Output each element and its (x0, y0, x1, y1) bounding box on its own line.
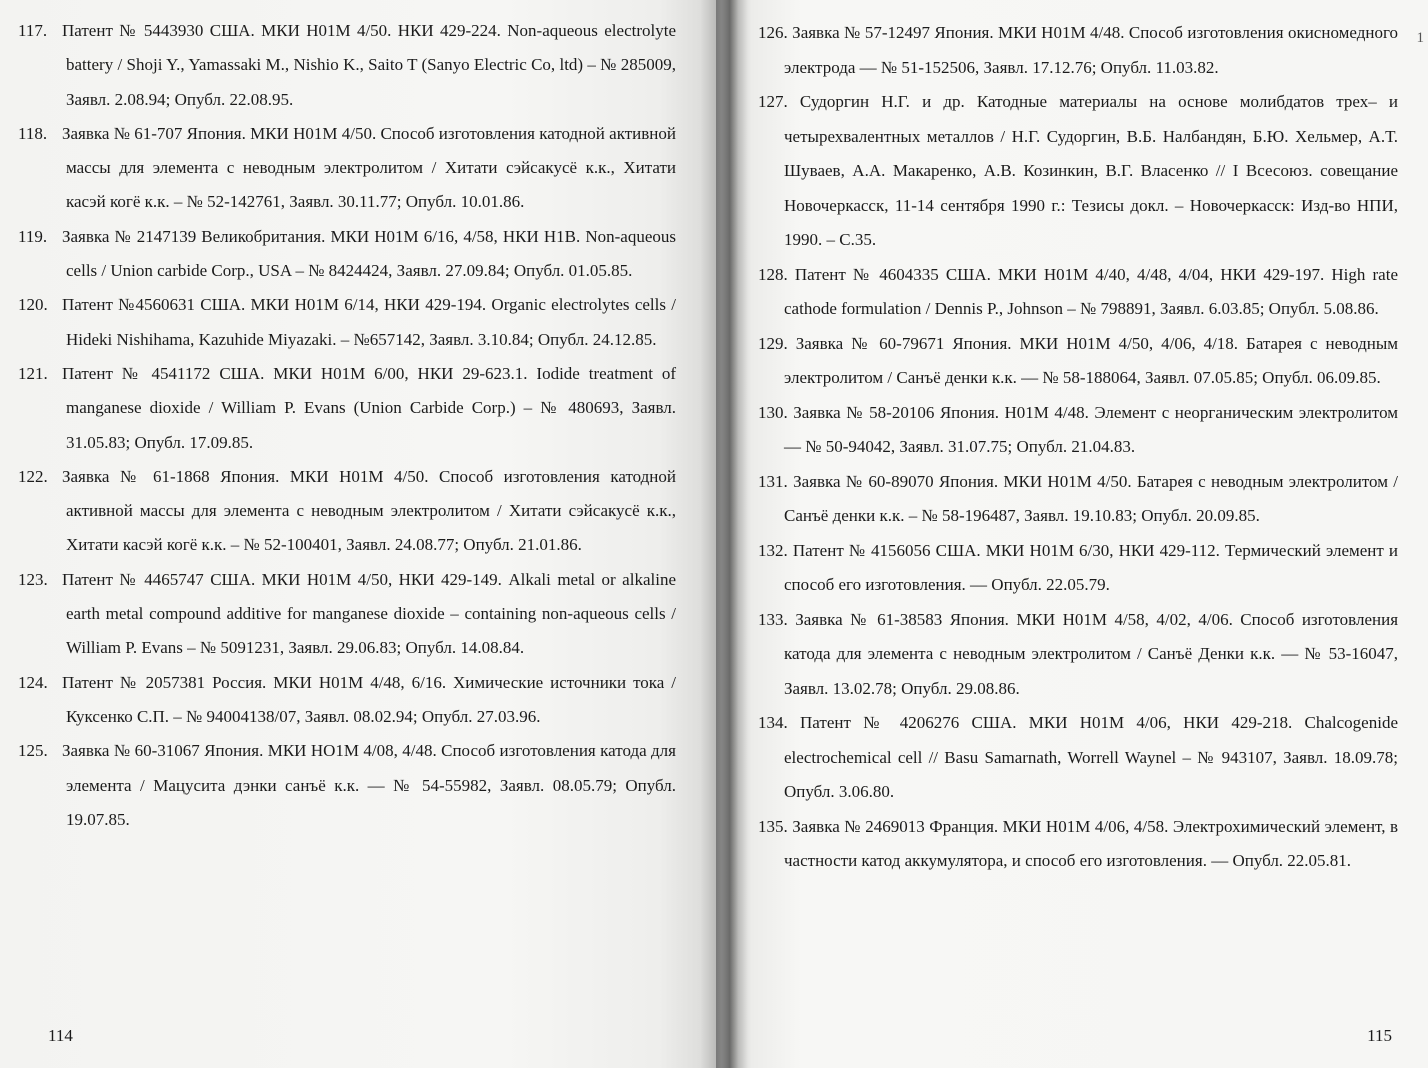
reference-entry (758, 327, 1398, 396)
entry-text: Патент № 4541172 США. МКИ Н01М 6/00, НКИ 29-623.1. Iodide treatment of manganese dioxide / William P. Evans (Union Carbide Corp.) – № 480693, Заявл. 31.05.83; Опубл. 17.09.85. (62, 363, 676, 452)
entry-number: 127. (758, 92, 788, 111)
entry-number: 117. (18, 21, 48, 40)
entry-text: Судоргин Н.Г. и др. Катодные материалы на основе молибдатов трех– и четырехвалентных металлов / Н.Г. Судоргин, В.Б. Налбандян, Б.Ю. Хельмер, А.Т. Шуваев, А.А. Макаренко, А.В. Козинкин, В.Г. Власенко // I Всесоюз. совещание Новочеркасск, 11-14 сентября 1990 г.: Тезисы докл. – Новочеркасск: Изд-во НПИ, 1990. – С.35. (784, 92, 1399, 249)
reference-entry (758, 85, 1398, 258)
edge-mark: 1 (1416, 30, 1424, 46)
entry-text: Заявка № 57-12497 Япония. МКИ Н01М 4/48. Способ изготовления окисномедного электрода — № 51-152506, Заявл. 17.12.76; Опубл. 11.03.82. (784, 23, 1399, 77)
entry-text: Заявка № 61-707 Япония. МКИ Н01М 4/50. Способ изготовления катодной активной массы для элемента с неводным электролитом / Хитати сэйсакусё к.к., Хитати касэй когё к.к. – № 52-142761, Заявл. 30.11.77; Опубл. 10.01.86. (62, 123, 676, 212)
reference-entry (758, 810, 1398, 879)
entry-number: 120. (18, 295, 48, 315)
entry-number: 128. (758, 264, 788, 284)
entry-number: 126. (758, 23, 788, 42)
reference-entry (18, 357, 676, 460)
entry-text: Заявка № 2147139 Великобритания. МКИ Н01М 6/16, 4/58, НКИ Н1В. Non-aqueous cells / Union carbide Corp., USA – № 8424424, Заявл. 27.09.84; Опубл. 01.05.85. (62, 226, 676, 281)
entry-number: 119. (18, 226, 48, 246)
reference-entry (758, 16, 1398, 85)
entry-text: Заявка № 60-31067 Япония. МКИ НО1М 4/08, 4/48. Способ изготовления катода для элемента / Мацусита дэнки санъё к.к. — № 54-55982, Заявл. 08.05.79; Опубл. 19.07.85. (62, 741, 676, 829)
entry-text: Заявка № 60-79671 Япония. МКИ Н01М 4/50, 4/06, 4/18. Батарея с неводным электролитом / Санъё денки к.к. — № 58-188064, Заявл. 07.05.85; Опубл. 06.09.85. (784, 333, 1399, 387)
entry-number: 135. (758, 816, 788, 836)
entry-number: 125. (18, 741, 48, 761)
page-number-left: 114 (48, 1026, 73, 1045)
reference-entry (758, 258, 1398, 327)
reference-entry (18, 666, 676, 735)
reference-entry (18, 220, 676, 289)
reference-entry (758, 465, 1398, 534)
entry-text: Патент № 4465747 США. МКИ Н01М 4/50, НКИ 429-149. Alkali metal or alkaline earth metal compound additive for manganese dioxide – containing non-aqueous cells / William P. Evans – № 5091231, Заявл. 29.06.83; Опубл. 14.08.84. (62, 569, 676, 658)
reference-entry (18, 460, 676, 563)
page-number-right: 115 (1367, 1026, 1392, 1045)
entry-number: 121. (18, 363, 48, 383)
reference-entry (758, 706, 1398, 810)
entry-text: Заявка № 61-38583 Япония. МКИ Н01М 4/58, 4/02, 4/06. Способ изготовления катода для элемента с неводным электролитом / Санъё Денки к.к. — № 53-16047, Заявл. 13.02.78; Опубл. 29.08.86. (784, 609, 1399, 698)
entry-number: 134. (758, 713, 788, 732)
entry-number: 124. (18, 672, 48, 692)
entry-text: Заявка № 2469013 Франция. МКИ Н01М 4/06, 4/58. Электрохимический элемент, в частности катод аккумулятора, и способ его изготовления. — Опубл. 22.05.81. (784, 816, 1398, 870)
entry-text: Патент №4560631 США. МКИ Н01М 6/14, НКИ 429-194. Organic electrolytes cells / Hideki Nishihama, Kazuhide Miyazaki. – №657142, Заявл. 3.10.84; Опубл. 24.12.85. (62, 295, 676, 349)
entry-text: Заявка № 60-89070 Япония. МКИ Н01М 4/50. Батарея с неводным электролитом / Санъё денки к.к. – № 58-196487, Заявл. 19.10.83; Опубл. 20.09.85. (784, 471, 1398, 525)
reference-entry (758, 603, 1398, 707)
entry-text: Патент № 4156056 США. МКИ Н01М 6/30, НКИ 429-112. Термический элемент и способ его изготовления. — Опубл. 22.05.79. (784, 540, 1399, 594)
entry-text: Заявка № 58-20106 Япония. Н01М 4/48. Элемент с неорганическим электролитом — № 50-94042, Заявл. 31.07.75; Опубл. 21.04.83. (784, 402, 1398, 456)
reference-entry (18, 563, 676, 666)
reference-entry (18, 14, 676, 117)
entry-text: Патент № 4604335 США. МКИ Н01М 4/40, 4/48, 4/04, НКИ 429-197. High rate cathode formulation / Dennis P., Johnson – № 798891, Заявл. 6.03.85; Опубл. 5.08.86. (784, 264, 1398, 318)
entry-number: 133. (758, 609, 788, 629)
entry-number: 130. (758, 402, 788, 422)
entry-number: 132. (758, 540, 788, 560)
reference-list-right (758, 16, 1398, 879)
entry-text: Патент № 5443930 США. МКИ Н01М 4/50. НКИ 429-224. Non-aqueous electrolyte battery / Shoji Y., Yamassaki M., Nishio K., Saito T (Sanyo Electric Co, ltd) – № 285009, Заявл. 2.08.94; Опубл. 22.08.95. (62, 21, 676, 109)
reference-entry (18, 117, 676, 220)
reference-entry (18, 288, 676, 357)
entry-number: 123. (18, 569, 48, 589)
entry-text: Заявка № 61-1868 Япония. МКИ Н01М 4/50. Способ изготовления катодной активной массы для элемента с неводным электролитом / Хитати сэйсакусё к.к., Хитати касэй когё к.к. – № 52-100401, Заявл. 24.08.77; Опубл. 21.01.86. (62, 466, 676, 555)
reference-entry (758, 396, 1398, 465)
right-page (716, 0, 1428, 1068)
entry-text: Патент № 4206276 США. МКИ Н01М 4/06, НКИ 429-218. Chalcogenide electrochemical cell // Basu Samarnath, Worrell Waynel – № 943107, Заявл. 18.09.78; Опубл. 3.06.80. (784, 713, 1398, 801)
entry-number: 122. (18, 466, 48, 486)
entry-text: Патент № 2057381 Россия. МКИ Н01М 4/48, 6/16. Химические источники тока / Куксенко С.П. – № 94004138/07, Заявл. 08.02.94; Опубл. 27.03.96. (62, 672, 676, 726)
reference-entry (18, 734, 676, 837)
reference-entry (758, 534, 1398, 603)
reference-list-left (18, 14, 676, 837)
entry-number: 131. (758, 471, 788, 491)
entry-number: 129. (758, 333, 788, 353)
entry-number: 118. (18, 123, 48, 143)
